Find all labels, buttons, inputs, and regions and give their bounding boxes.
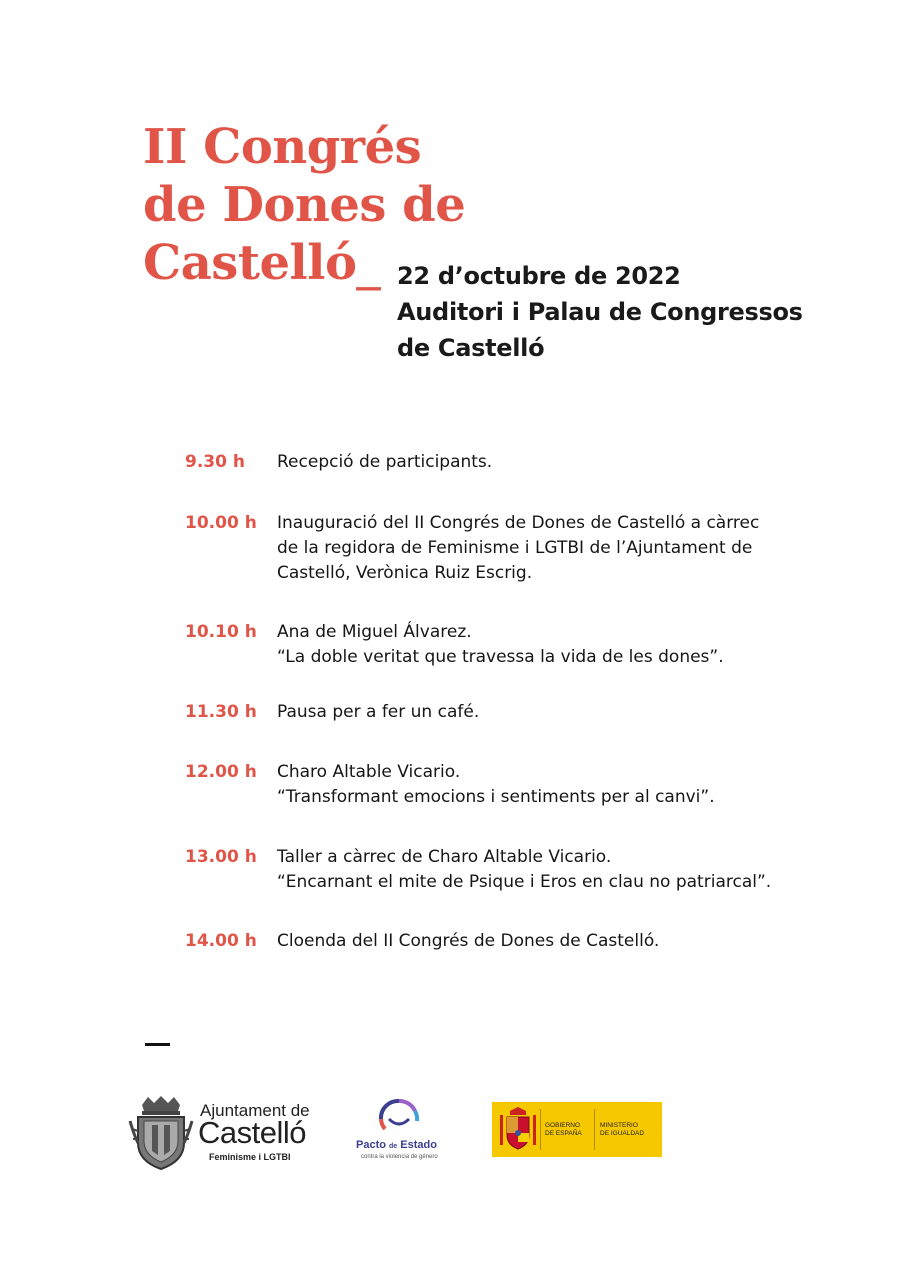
pacto-de-estado-logo: [356, 1097, 446, 1167]
gobierno-line-2: DE ESPAÑA: [545, 1130, 582, 1137]
spain-shield-icon: [498, 1107, 538, 1152]
ajuntament-line-3: Feminisme i LGTBI: [209, 1152, 291, 1162]
ministerio-line-1: MINISTERIO: [600, 1122, 638, 1129]
schedule-time: 12.00 h: [185, 762, 257, 782]
description-line: Recepció de participants.: [277, 452, 493, 472]
ajuntament-line-2: Castelló: [198, 1115, 306, 1150]
pacto-name: [356, 1139, 437, 1151]
coat-of-arms-icon: [128, 1095, 194, 1173]
title-line-2: de Dones de: [143, 177, 466, 233]
title-line-3: Castelló: [143, 235, 357, 291]
schedule-description: [277, 700, 797, 725]
ministerio-line-2: DE IGUALDAD: [600, 1130, 645, 1137]
sponsor-logos: [128, 1095, 688, 1175]
schedule-description: [277, 845, 797, 895]
pacto-subtitle: contra la violencia de género: [361, 1154, 438, 1160]
pacto-circle-icon: [371, 1097, 427, 1137]
schedule-time: 13.00 h: [185, 847, 257, 867]
title-line-1: II Congrés: [143, 119, 422, 175]
event-date: 22 d’octubre de 2022: [397, 262, 681, 290]
description-line: Ana de Miguel Álvarez.: [277, 622, 472, 642]
description-line: Pausa per a fer un café.: [277, 702, 480, 722]
ajuntament-line-1: Ajuntament de: [200, 1101, 310, 1120]
schedule-item: [185, 511, 797, 586]
schedule-time: 14.00 h: [185, 931, 257, 951]
description-line: “La doble veritat que travessa la vida de les dones”.: [277, 647, 724, 667]
description-line: Taller a càrrec de Charo Altable Vicario.: [277, 847, 612, 867]
pacto-name-b: Estado: [400, 1139, 437, 1151]
schedule-item: [185, 760, 797, 810]
schedule-item: [185, 845, 797, 895]
pacto-name-de: de: [389, 1143, 398, 1150]
gobierno-line-1: GOBIERNO: [545, 1122, 581, 1129]
event-meta: [397, 258, 803, 366]
schedule-description: [277, 929, 797, 954]
schedule-description: [277, 620, 797, 670]
description-line: Castelló, Verònica Ruiz Escrig.: [277, 563, 533, 583]
schedule-description: [277, 511, 797, 586]
schedule-item: [185, 620, 797, 670]
schedule-description: [277, 760, 797, 810]
ajuntament-logo: [128, 1095, 318, 1175]
schedule-time: 9.30 h: [185, 452, 245, 472]
divider-dash: [145, 1043, 170, 1046]
title-underscore: _: [356, 235, 381, 291]
schedule-time: 10.00 h: [185, 513, 257, 533]
description-line: Cloenda del II Congrés de Dones de Castelló.: [277, 931, 660, 951]
description-line: Inauguració del II Congrés de Dones de Castelló a càrrec: [277, 513, 760, 533]
schedule-item: [185, 700, 797, 725]
gobierno-logo: [492, 1102, 662, 1157]
description-line: Charo Altable Vicario.: [277, 762, 461, 782]
gov-separator: [540, 1109, 541, 1150]
gobierno-text: [545, 1122, 582, 1138]
ministerio-text: [600, 1122, 644, 1138]
description-line: “Transformant emocions i sentiments per al canvi”.: [277, 787, 715, 807]
event-venue-line-1: Auditori i Palau de Congressos: [397, 298, 803, 326]
schedule-time: 11.30 h: [185, 702, 257, 722]
description-line: “Encarnant el mite de Psique i Eros en clau no patriarcal”.: [277, 872, 772, 892]
schedule-time: 10.10 h: [185, 622, 257, 642]
description-line: de la regidora de Feminisme i LGTBI de l’Ajuntament de: [277, 538, 753, 558]
schedule-item: [185, 929, 797, 954]
pacto-name-a: Pacto: [356, 1139, 386, 1151]
gov-separator: [594, 1109, 595, 1150]
schedule-description: [277, 450, 797, 475]
event-venue-line-2: de Castelló: [397, 334, 545, 362]
schedule-item: [185, 450, 797, 475]
